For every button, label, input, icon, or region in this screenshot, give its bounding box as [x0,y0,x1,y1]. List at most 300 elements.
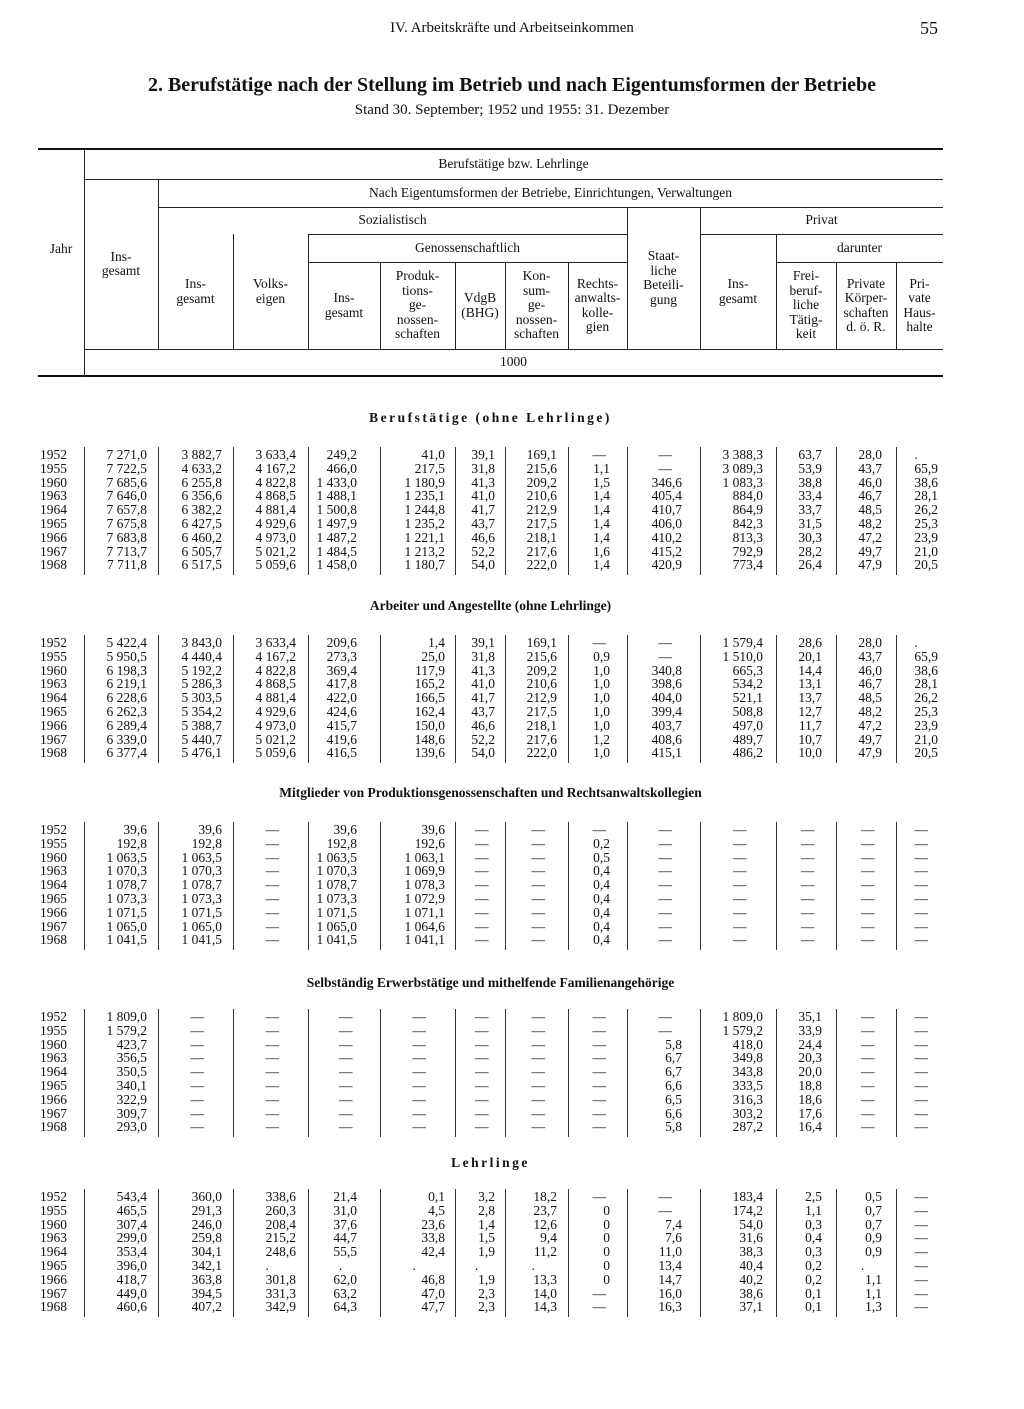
cell-jahr: 1952 [40,635,67,650]
cell-produktion: — [412,1036,426,1052]
cell-staatlich: 406,0 [651,516,682,531]
cell-staatlich: 398,6 [651,676,682,692]
table-row [0,837,1024,851]
cell-staatlich: 6,6 [665,1105,682,1121]
cell-produktion: 25,0 [421,648,445,664]
cell-rechtsanwalt: 0,4 [593,918,610,934]
cell-vdgb: . [475,1258,479,1273]
cell-freiberuf: 0,1 [805,1285,822,1301]
cell-koerperschaften: — [861,863,875,879]
cell-koerperschaften: 28,0 [858,635,882,650]
cell-staatlich: — [658,918,672,934]
header-priv-insgesamt: Ins- gesamt [718,276,758,306]
cell-konsum: — [531,932,545,948]
cell-freiberuf: 18,6 [798,1091,822,1107]
cell-jahr: 1968 [40,1119,67,1135]
cell-priv-insgesamt: 40,2 [739,1271,763,1287]
cell-volkseigen: 301,8 [265,1271,296,1287]
cell-soz-insgesamt: — [190,1105,204,1121]
cell-haushalte: 28,1 [914,488,938,504]
cell-staatlich: 399,4 [651,704,682,719]
cell-gen-insgesamt: 415,7 [326,717,357,733]
cell-soz-insgesamt: 6 460,2 [181,529,222,545]
cell-priv-insgesamt: 3 089,3 [722,460,763,476]
cell-produktion: 47,7 [421,1299,445,1315]
cell-gen-insgesamt: — [339,1091,353,1107]
cell-vdgb: — [475,863,489,879]
cell-soz-insgesamt: 1 065,0 [181,918,222,934]
cell-freiberuf: 20,1 [798,648,822,664]
cell-volkseigen: 338,6 [265,1189,296,1204]
cell-gen-insgesamt: 1 500,8 [316,502,357,518]
cell-staatlich: 410,7 [651,502,682,518]
cell-gen-insgesamt: 1 073,3 [316,891,357,906]
cell-freiberuf: 31,5 [798,516,822,531]
cell-insgesamt: 6 377,4 [106,745,147,761]
cell-priv-insgesamt: 508,8 [732,704,763,719]
cell-haushalte: 65,9 [914,460,938,476]
cell-koerperschaften: — [861,918,875,934]
cell-freiberuf: 0,2 [805,1258,822,1273]
cell-jahr: 1955 [40,648,67,664]
section-title: Selbständig Erwerbstätige und mithelfende Familienangehörige [306,975,675,990]
cell-koerperschaften: — [861,1050,875,1066]
cell-insgesamt: 5 950,5 [106,648,147,664]
cell-produktion: — [412,1009,426,1024]
cell-insgesamt: 6 219,1 [106,676,147,692]
cell-vdgb: 2,8 [478,1202,495,1218]
page-subtitle: Stand 30. September; 1952 und 1955: 31. Dezember [354,102,670,118]
cell-haushalte: 65,9 [914,648,938,664]
cell-haushalte: — [914,1271,928,1287]
cell-vdgb: 41,3 [471,662,495,678]
cell-staatlich: 7,6 [665,1230,682,1246]
cell-vdgb: 54,0 [471,745,495,761]
cell-priv-insgesamt: 303,2 [732,1105,763,1121]
cell-jahr: 1965 [40,1258,67,1273]
page-title: 2. Berufstätige nach der Stellung im Betrieb und nach Eigentumsformen der Betriebe [147,74,877,96]
cell-rechtsanwalt: 1,4 [593,488,610,504]
cell-gen-insgesamt: 62,0 [333,1271,357,1287]
table-row [0,1259,1024,1273]
cell-produktion: 4,5 [428,1202,445,1218]
cell-haushalte: — [914,1202,928,1218]
cell-gen-insgesamt: 466,0 [326,460,357,476]
cell-freiberuf: 33,9 [798,1022,822,1038]
cell-gen-insgesamt: — [339,1119,353,1135]
cell-staatlich: 6,5 [665,1091,682,1107]
cell-haushalte: — [914,1216,928,1232]
cell-rechtsanwalt: 1,0 [593,676,610,692]
cell-volkseigen: — [265,904,279,920]
cell-insgesamt: 1 070,3 [106,863,147,879]
cell-koerperschaften: — [861,932,875,948]
cell-vdgb: — [475,891,489,906]
cell-insgesamt: 350,5 [116,1064,147,1080]
cell-soz-insgesamt: 5 192,2 [181,662,222,678]
cell-rechtsanwalt: 0,4 [593,877,610,893]
header-privat: Privat [805,212,838,228]
header-volkseigen: Volks- eigen [252,276,288,306]
cell-konsum: 169,1 [526,447,557,462]
cell-koerperschaften: — [861,849,875,865]
cell-konsum: — [531,1119,545,1135]
cell-konsum: 217,5 [526,516,557,531]
cell-haushalte: 38,6 [914,662,938,678]
cell-soz-insgesamt: 360,0 [191,1189,222,1204]
cell-haushalte: — [914,1189,928,1204]
cell-konsum: 218,1 [526,529,557,545]
cell-haushalte: 23,9 [914,717,938,733]
cell-gen-insgesamt: 422,0 [326,690,357,706]
cell-haushalte: — [914,1078,928,1093]
cell-staatlich: 6,6 [665,1078,682,1093]
cell-rechtsanwalt: 1,0 [593,704,610,719]
cell-rechtsanwalt: 0,4 [593,904,610,920]
cell-soz-insgesamt: 5 303,5 [181,690,222,706]
cell-insgesamt: 7 675,8 [106,516,147,531]
cell-jahr: 1964 [40,690,67,706]
cell-konsum: 13,3 [533,1271,557,1287]
cell-priv-insgesamt: 343,8 [732,1064,763,1080]
header-vdgb: VdgB (BHG) [461,290,499,320]
cell-konsum: — [531,877,545,893]
cell-jahr: 1963 [40,863,67,879]
cell-jahr: 1967 [40,918,67,934]
cell-volkseigen: 3 633,4 [255,635,296,650]
cell-freiberuf: 28,6 [798,635,822,650]
cell-freiberuf: 38,8 [798,474,822,490]
cell-insgesamt: 322,9 [116,1091,147,1107]
cell-volkseigen: 4 167,2 [255,648,296,664]
cell-haushalte: . [914,447,918,462]
cell-gen-insgesamt: 1 487,2 [316,529,357,545]
cell-volkseigen: 4 822,8 [255,474,296,490]
cell-jahr: 1968 [40,745,67,761]
cell-soz-insgesamt: 394,5 [191,1285,222,1301]
cell-gen-insgesamt: 273,3 [326,648,357,664]
cell-rechtsanwalt: — [592,1091,606,1107]
cell-vdgb: 46,6 [471,717,495,733]
cell-freiberuf: 20,3 [798,1050,822,1066]
cell-freiberuf: — [801,932,815,948]
cell-priv-insgesamt: — [733,932,747,948]
cell-jahr: 1964 [40,877,67,893]
cell-insgesamt: 1 065,0 [106,918,147,934]
cell-produktion: 1,4 [428,635,445,650]
cell-koerperschaften: — [861,1064,875,1080]
cell-soz-insgesamt: — [190,1009,204,1024]
cell-priv-insgesamt: 864,9 [732,502,763,518]
cell-konsum: 210,6 [526,676,557,692]
cell-volkseigen: 4 868,5 [255,676,296,692]
cell-priv-insgesamt: 813,3 [732,529,763,545]
cell-jahr: 1952 [40,447,67,462]
cell-freiberuf: 1,1 [805,1202,822,1218]
cell-freiberuf: 20,0 [798,1064,822,1080]
cell-produktion: 1 235,2 [404,516,445,531]
cell-volkseigen: 3 633,4 [255,447,296,462]
cell-konsum: 210,6 [526,488,557,504]
cell-soz-insgesamt: 6 505,7 [181,543,222,559]
cell-gen-insgesamt: 416,5 [326,745,357,761]
cell-staatlich: — [658,904,672,920]
cell-rechtsanwalt: — [592,1036,606,1052]
cell-jahr: 1966 [40,1091,67,1107]
cell-vdgb: — [475,1036,489,1052]
cell-priv-insgesamt: 37,1 [739,1299,763,1315]
cell-staatlich: 415,2 [651,543,682,559]
cell-staatlich: 16,3 [658,1299,682,1315]
cell-produktion: 217,5 [414,460,445,476]
header-freiberufliche-taetigkeit: Frei- beruf- liche Tätig- keit [789,268,823,342]
table-row [0,892,1024,906]
cell-jahr: 1968 [40,1299,67,1315]
cell-staatlich: — [658,1189,672,1204]
cell-rechtsanwalt: 0 [603,1271,610,1287]
cell-haushalte: 26,2 [914,502,938,518]
cell-insgesamt: 1 809,0 [106,1009,147,1024]
cell-soz-insgesamt: — [190,1091,204,1107]
cell-volkseigen: 5 059,6 [255,557,296,573]
cell-produktion: 162,4 [414,704,445,719]
cell-insgesamt: 396,0 [116,1258,147,1273]
cell-vdgb: 52,2 [471,731,495,747]
cell-rechtsanwalt: — [592,1022,606,1038]
cell-produktion: — [412,1064,426,1080]
table-row [0,1079,1024,1093]
cell-staatlich: 346,6 [651,474,682,490]
cell-insgesamt: 7 711,8 [107,557,147,573]
cell-freiberuf: 0,2 [805,1271,822,1287]
cell-rechtsanwalt: — [592,1050,606,1066]
cell-volkseigen: — [265,877,279,893]
cell-vdgb: — [475,932,489,948]
cell-rechtsanwalt: 1,0 [593,662,610,678]
cell-koerperschaften: 1,3 [865,1299,882,1315]
cell-haushalte: — [914,1064,928,1080]
cell-freiberuf: 0,3 [805,1216,822,1232]
cell-soz-insgesamt: 1 063,5 [181,849,222,865]
cell-koerperschaften: — [861,1036,875,1052]
cell-soz-insgesamt: 1 070,3 [181,863,222,879]
cell-insgesamt: 6 262,3 [106,704,147,719]
cell-koerperschaften: — [861,877,875,893]
header-private-haushalte: Pri- vate Haus- halte [903,275,936,334]
cell-freiberuf: 13,7 [798,690,822,706]
cell-gen-insgesamt: 1 433,0 [316,474,357,490]
cell-vdgb: 41,7 [471,502,495,518]
table-row [0,719,1024,733]
cell-staatlich: — [658,877,672,893]
table-row [0,636,1024,650]
cell-jahr: 1955 [40,1022,67,1038]
cell-vdgb: — [475,822,489,837]
cell-produktion: 1 064,6 [404,918,445,934]
header-berufstaetige: Berufstätige bzw. Lehrlinge [438,156,589,172]
cell-priv-insgesamt: — [733,835,747,851]
cell-produktion: — [412,1022,426,1038]
cell-freiberuf: 10,7 [798,731,822,747]
cell-konsum: — [531,849,545,865]
cell-koerperschaften: 0,7 [865,1216,882,1232]
cell-jahr: 1967 [40,731,67,747]
cell-volkseigen: 4 881,4 [255,502,296,518]
cell-rechtsanwalt: 0,4 [593,891,610,906]
cell-staatlich: 16,0 [658,1285,682,1301]
cell-konsum: 14,0 [533,1285,557,1301]
cell-insgesamt: 7 722,5 [106,460,147,476]
cell-soz-insgesamt: — [190,1050,204,1066]
cell-koerperschaften: — [861,1119,875,1135]
cell-koerperschaften: 1,1 [865,1271,882,1287]
cell-haushalte: 28,1 [914,676,938,692]
cell-haushalte: — [914,1285,928,1301]
cell-priv-insgesamt: 38,3 [739,1244,763,1260]
cell-insgesamt: 1 071,5 [106,904,147,920]
cell-konsum: — [531,1091,545,1107]
cell-jahr: 1966 [40,529,67,545]
cell-vdgb: — [475,1009,489,1024]
table-row [0,1010,1024,1024]
cell-insgesamt: 307,4 [116,1216,147,1232]
cell-produktion: 192,6 [414,835,445,851]
cell-insgesamt: 309,7 [116,1105,147,1121]
cell-staatlich: — [658,460,672,476]
cell-konsum: — [531,918,545,934]
header-genossenschaftlich: Genossenschaftlich [415,239,520,255]
cell-gen-insgesamt: — [339,1064,353,1080]
cell-vdgb: — [475,877,489,893]
cell-koerperschaften: 0,9 [865,1230,882,1246]
cell-freiberuf: 0,3 [805,1244,822,1260]
cell-gen-insgesamt: 37,6 [333,1216,357,1232]
cell-insgesamt: 1 073,3 [106,891,147,906]
cell-jahr: 1966 [40,1271,67,1287]
cell-priv-insgesamt: — [733,863,747,879]
cell-haushalte: — [914,1022,928,1038]
cell-staatlich: — [658,1022,672,1038]
cell-konsum: — [531,822,545,837]
cell-koerperschaften: 0,9 [865,1244,882,1260]
cell-produktion: 47,0 [421,1285,445,1301]
cell-rechtsanwalt: 1,6 [593,543,610,559]
cell-produktion: 41,0 [421,447,445,462]
cell-volkseigen: 215,2 [265,1230,296,1246]
cell-koerperschaften: 1,1 [865,1285,882,1301]
section-title: Lehrlinge [451,1155,530,1170]
cell-jahr: 1960 [40,1036,67,1052]
cell-soz-insgesamt: — [190,1036,204,1052]
cell-vdgb: 46,6 [471,529,495,545]
cell-volkseigen: 4 973,0 [255,529,296,545]
cell-rechtsanwalt: — [592,1119,606,1135]
cell-vdgb: — [475,918,489,934]
cell-volkseigen: 248,6 [265,1244,296,1260]
cell-koerperschaften: 48,5 [858,690,882,706]
cell-priv-insgesamt: — [733,891,747,906]
cell-produktion: 1 221,1 [404,529,445,545]
cell-freiberuf: — [801,849,815,865]
cell-volkseigen: — [265,891,279,906]
table-row [0,558,1024,572]
cell-gen-insgesamt: 64,3 [333,1299,357,1315]
cell-volkseigen: 4 868,5 [255,488,296,504]
cell-haushalte: 20,5 [914,745,938,761]
cell-produktion: 39,6 [421,822,445,837]
cell-freiberuf: 12,7 [798,704,822,719]
cell-priv-insgesamt: 183,4 [732,1189,763,1204]
header-eigentumsformen: Nach Eigentumsformen der Betriebe, Einrichtungen, Verwaltungen [368,184,732,200]
cell-volkseigen: — [265,918,279,934]
cell-insgesamt: 1 078,7 [106,877,147,893]
cell-priv-insgesamt: — [733,822,747,837]
cell-vdgb: 41,7 [471,690,495,706]
cell-vdgb: 43,7 [471,704,495,719]
cell-produktion: 150,0 [414,717,445,733]
cell-produktion: 148,6 [414,731,445,747]
cell-rechtsanwalt: — [592,1285,606,1301]
cell-produktion: 1 071,1 [404,904,445,920]
cell-rechtsanwalt: 1,4 [593,529,610,545]
cell-haushalte: — [914,822,928,837]
cell-koerperschaften: 48,2 [858,516,882,531]
cell-koerperschaften: — [861,1091,875,1107]
cell-konsum: 215,6 [526,460,557,476]
cell-jahr: 1960 [40,849,67,865]
cell-insgesamt: 356,5 [116,1050,147,1066]
cell-gen-insgesamt: 369,4 [326,662,357,678]
cell-soz-insgesamt: — [190,1078,204,1093]
cell-freiberuf: 63,7 [798,447,822,462]
cell-staatlich: 415,1 [651,745,682,761]
table-row [0,1093,1024,1107]
cell-rechtsanwalt: — [592,1078,606,1093]
cell-gen-insgesamt: 31,0 [333,1202,357,1218]
cell-haushalte: — [914,1230,928,1246]
cell-freiberuf: 10,0 [798,745,822,761]
cell-staatlich: 6,7 [665,1050,682,1066]
cell-rechtsanwalt: 0,9 [593,648,610,664]
cell-koerperschaften: 49,7 [858,543,882,559]
cell-gen-insgesamt: 1 041,5 [316,932,357,948]
cell-freiberuf: 24,4 [798,1036,822,1052]
cell-volkseigen: — [265,835,279,851]
cell-konsum: 212,9 [526,690,557,706]
cell-konsum: 222,0 [526,745,557,761]
cell-konsum: — [531,1064,545,1080]
cell-staatlich: — [658,932,672,948]
cell-konsum: 209,2 [526,474,557,490]
cell-gen-insgesamt: — [339,1078,353,1093]
cell-freiberuf: — [801,904,815,920]
cell-staatlich: — [658,1009,672,1024]
cell-koerperschaften: 47,2 [858,529,882,545]
cell-volkseigen: — [265,1091,279,1107]
cell-soz-insgesamt: 5 440,7 [181,731,222,747]
cell-insgesamt: 6 289,4 [106,717,147,733]
cell-koerperschaften: 48,5 [858,502,882,518]
cell-staatlich: — [658,891,672,906]
cell-haushalte: 20,5 [914,557,938,573]
cell-rechtsanwalt: 1,0 [593,690,610,706]
cell-jahr: 1963 [40,488,67,504]
cell-vdgb: 41,0 [471,676,495,692]
cell-freiberuf: — [801,835,815,851]
cell-vdgb: — [475,1064,489,1080]
cell-staatlich: 410,2 [651,529,682,545]
cell-vdgb: 39,1 [471,447,495,462]
